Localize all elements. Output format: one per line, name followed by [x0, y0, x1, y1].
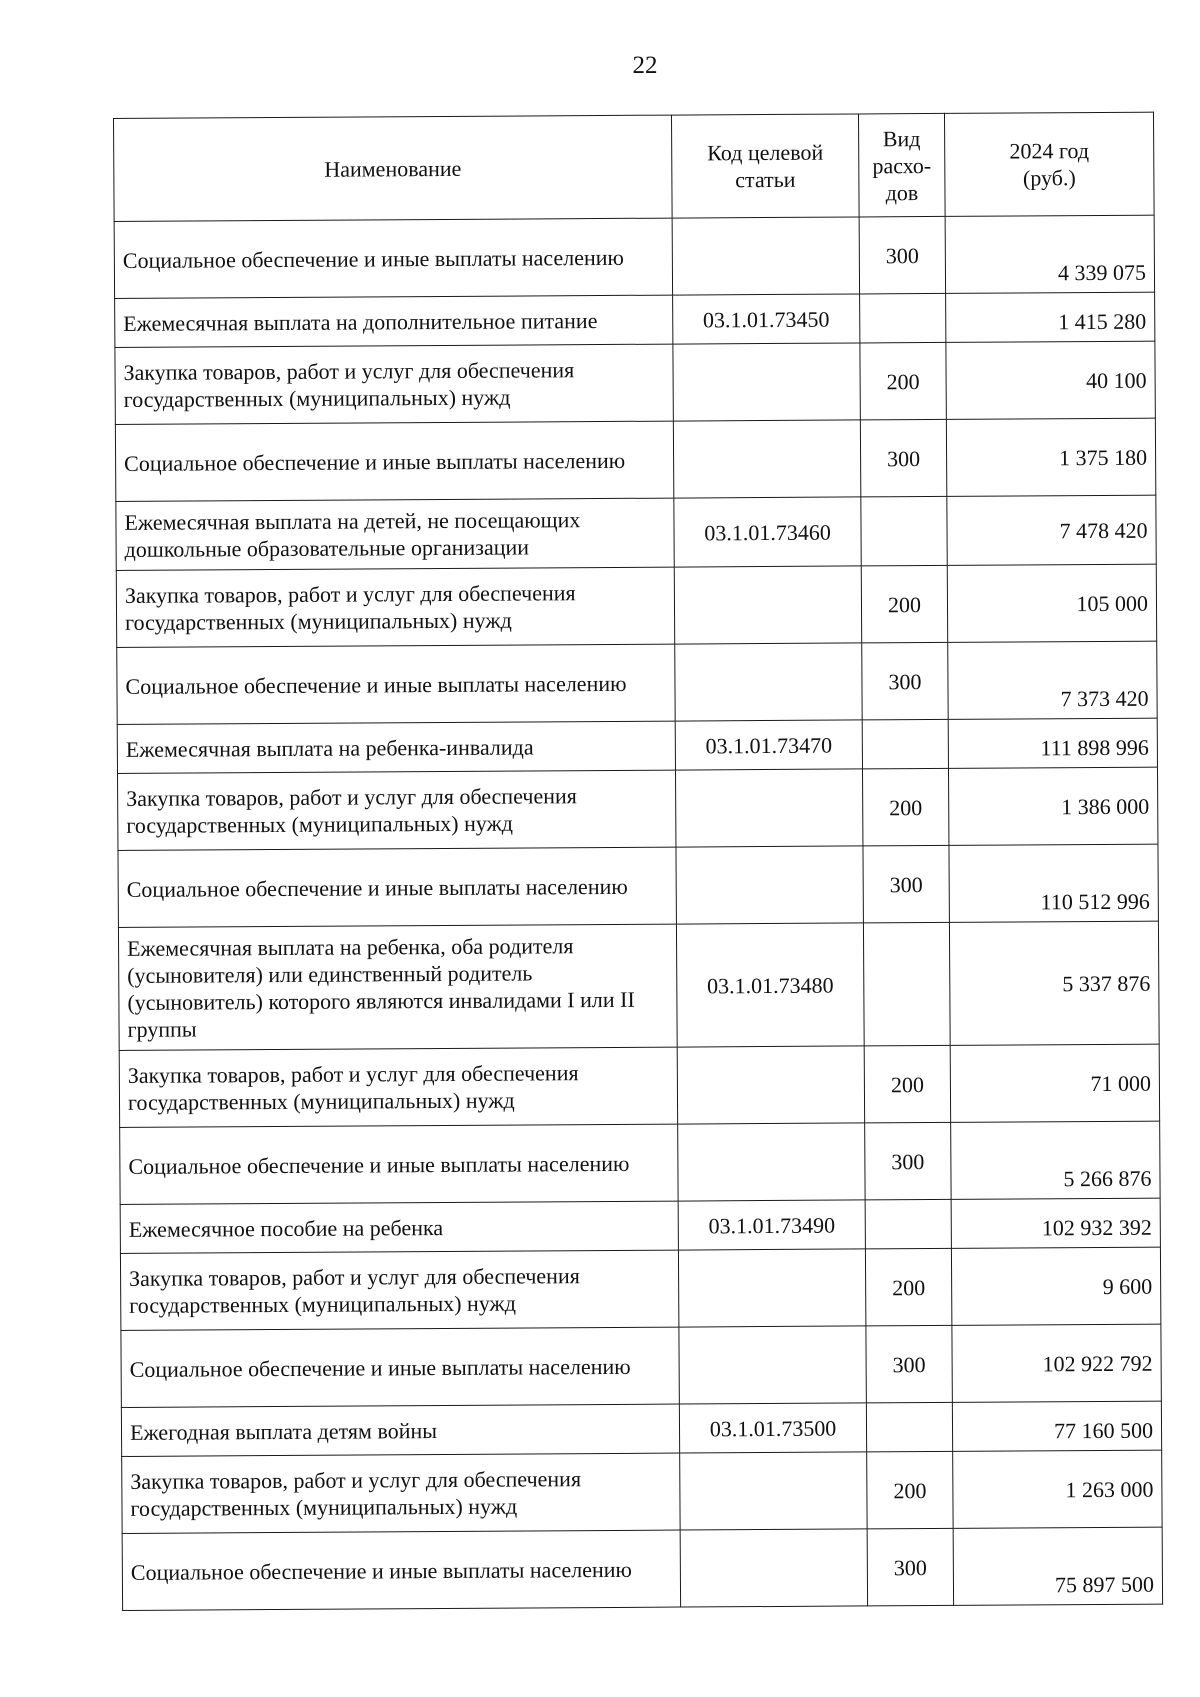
table-row — [117, 718, 1157, 773]
table-row — [122, 1527, 1162, 1610]
table-row — [122, 1450, 1162, 1533]
row-code: 03.1.01.73500 — [679, 1403, 866, 1453]
header-name: Наименование — [114, 115, 673, 221]
row-code — [673, 420, 860, 498]
row-name: Закупка товаров, работ и услуг для обеспечения государственных (муниципальных) нужд — [120, 1250, 678, 1330]
row-name: Ежемесячная выплата на ребенка-инвалида — [117, 721, 675, 773]
table-row — [115, 292, 1155, 347]
row-amount: 40 100 — [946, 341, 1155, 419]
row-name: Закупка товаров, работ и услуг для обеспечения государственных (муниципальных) нужд — [115, 344, 673, 424]
row-name: Социальное обеспечение и иные выплаты населению — [114, 218, 672, 298]
row-kind — [865, 1199, 951, 1249]
row-amount: 105 000 — [947, 564, 1156, 642]
row-amount: 75 897 500 — [953, 1527, 1162, 1605]
header-kind: Вид расхо- дов — [858, 113, 945, 217]
table-row — [114, 215, 1154, 298]
table-row — [120, 1247, 1160, 1330]
row-code: 03.1.01.73490 — [678, 1200, 865, 1250]
row-code — [676, 846, 863, 924]
row-amount: 77 160 500 — [952, 1401, 1161, 1451]
row-code — [677, 1046, 864, 1124]
row-code: 03.1.01.73480 — [676, 923, 864, 1047]
row-kind — [862, 719, 948, 769]
row-name: Социальное обеспечение и иные выплаты населению — [118, 847, 676, 927]
row-name: Закупка товаров, работ и услуг для обеспечения государственных (муниципальных) нужд — [122, 1453, 680, 1533]
row-name: Социальное обеспечение и иные выплаты населению — [117, 644, 675, 724]
row-name: Ежемесячная выплата на ребенка, оба родителя (усыновителя) или единственный родитель (усыновитель) которого являются инвалидами I или II группы — [118, 924, 677, 1050]
row-amount: 1 386 000 — [948, 767, 1157, 845]
row-kind: 300 — [859, 216, 945, 294]
row-amount: 9 600 — [951, 1247, 1160, 1325]
row-kind: 200 — [860, 342, 946, 420]
table-row — [118, 921, 1159, 1050]
row-name: Ежемесячная выплата на дополнительное питание — [115, 295, 673, 347]
row-code — [680, 1452, 867, 1530]
row-code — [674, 566, 861, 644]
row-name: Ежегодная выплата детям войны — [121, 1404, 679, 1456]
row-kind — [863, 922, 950, 1046]
row-amount: 71 000 — [950, 1044, 1159, 1122]
page-number: 22 — [632, 52, 658, 79]
row-amount: 102 932 392 — [951, 1198, 1160, 1248]
budget-table — [113, 112, 1163, 1611]
row-amount: 111 898 996 — [948, 718, 1157, 768]
row-amount: 1 415 280 — [946, 292, 1155, 342]
row-name: Социальное обеспечение и иные выплаты населению — [120, 1124, 678, 1204]
row-name: Ежемесячное пособие на ребенка — [120, 1201, 678, 1253]
table-row — [116, 495, 1156, 570]
table-row — [120, 1121, 1160, 1204]
row-amount: 4 339 075 — [945, 215, 1154, 293]
row-name: Социальное обеспечение и иные выплаты населению — [121, 1327, 679, 1407]
table-header-row — [114, 112, 1155, 221]
row-kind: 300 — [865, 1122, 951, 1200]
row-amount: 1 263 000 — [953, 1450, 1162, 1528]
table-row — [115, 418, 1155, 501]
row-code — [679, 1326, 866, 1404]
header-year: 2024 год (руб.) — [944, 112, 1154, 216]
row-kind: 200 — [865, 1248, 951, 1326]
row-kind: 300 — [860, 419, 946, 497]
table-row — [116, 564, 1156, 647]
row-amount: 7 373 420 — [948, 641, 1157, 719]
row-code: 03.1.01.73460 — [674, 497, 861, 567]
table-row — [118, 844, 1158, 927]
row-amount: 7 478 420 — [947, 495, 1156, 565]
row-code — [675, 769, 862, 847]
row-name: Социальное обеспечение и иные выплаты населению — [122, 1530, 680, 1610]
row-code — [678, 1249, 865, 1327]
row-code: 03.1.01.73450 — [673, 294, 860, 344]
row-kind — [861, 496, 947, 566]
row-name: Закупка товаров, работ и услуг для обеспечения государственных (муниципальных) нужд — [118, 770, 676, 850]
table-row — [120, 1198, 1160, 1253]
row-amount: 1 375 180 — [946, 418, 1155, 496]
row-name: Социальное обеспечение и иные выплаты населению — [115, 421, 673, 501]
table-row — [117, 641, 1157, 724]
row-kind: 200 — [861, 565, 947, 643]
row-amount: 5 266 876 — [951, 1121, 1160, 1199]
row-code — [678, 1123, 865, 1201]
row-code — [675, 643, 862, 721]
row-kind: 200 — [862, 768, 948, 846]
row-code — [680, 1529, 867, 1607]
table-row — [121, 1324, 1161, 1407]
table-row — [121, 1401, 1161, 1456]
row-amount: 5 337 876 — [949, 921, 1159, 1045]
row-name: Ежемесячная выплата на детей, не посещающих дошкольные образовательные организации — [116, 498, 674, 570]
row-name: Закупка товаров, работ и услуг для обеспечения государственных (муниципальных) нужд — [116, 567, 674, 647]
row-code: 03.1.01.73470 — [675, 720, 862, 770]
row-kind: 300 — [866, 1325, 952, 1403]
row-kind: 200 — [864, 1045, 950, 1123]
row-kind: 300 — [862, 642, 948, 720]
row-kind — [866, 1402, 952, 1452]
header-code: Код целевой статьи — [671, 114, 859, 218]
row-kind: 300 — [863, 845, 949, 923]
table-row — [119, 1044, 1159, 1127]
table-row — [115, 341, 1155, 424]
row-amount: 102 922 792 — [952, 1324, 1161, 1402]
table-row — [118, 767, 1158, 850]
row-kind — [860, 293, 946, 343]
row-code — [673, 343, 860, 421]
row-kind: 300 — [867, 1528, 953, 1606]
row-code — [672, 217, 859, 295]
row-kind: 200 — [867, 1451, 953, 1529]
row-name: Закупка товаров, работ и услуг для обеспечения государственных (муниципальных) нужд — [119, 1047, 677, 1127]
row-amount: 110 512 996 — [949, 844, 1158, 922]
